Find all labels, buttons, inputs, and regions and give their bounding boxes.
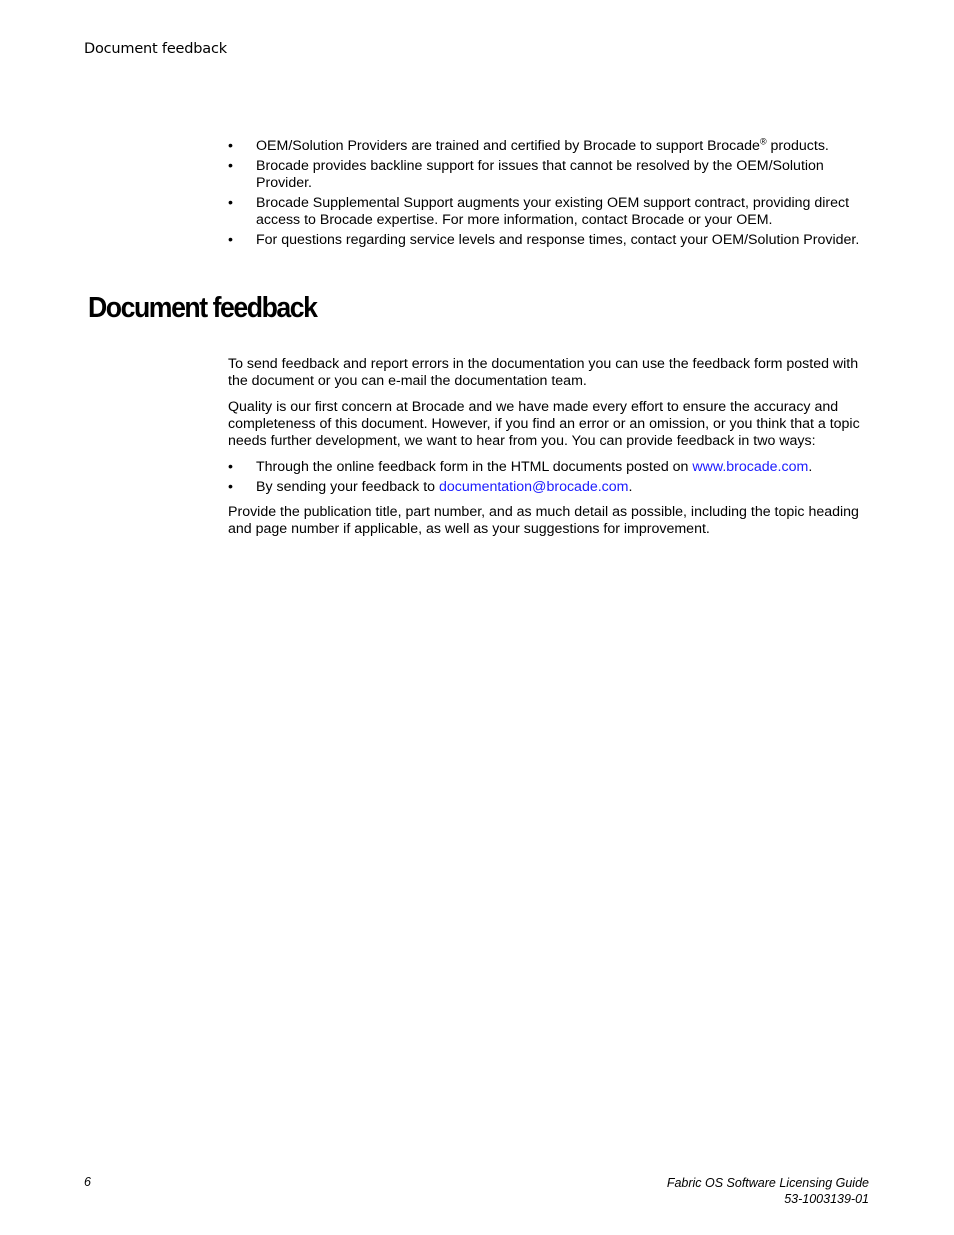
bullet-glyph: • xyxy=(228,158,233,174)
list-item xyxy=(228,158,868,192)
footer-doc-title: Fabric OS Software Licensing Guide xyxy=(666,1176,869,1190)
list-item xyxy=(228,195,868,229)
bullet-glyph: • xyxy=(228,459,233,475)
paragraph-quality: Quality is our first concern at Brocade and we have made every effort to ensure the accuracy and completeness of this document. However, if you find an error or an omission, or you think that a topic needs further development, we want to hear from you. You can provide feedback in two ways: xyxy=(228,399,860,449)
support-bullet-list xyxy=(228,138,868,252)
list-item xyxy=(228,459,868,476)
bullet-glyph: • xyxy=(228,232,233,248)
list-item xyxy=(228,479,868,496)
bullet-text: Through the online feedback form in the HTML documents posted on xyxy=(256,459,693,475)
bullet-glyph: • xyxy=(228,195,233,211)
bullet-text: Brocade Supplemental Support augments your existing OEM support contract, providing direct access to Brocade expertise. For more information, contact Brocade or your OEM. xyxy=(256,195,850,228)
paragraph-intro: To send feedback and report errors in the documentation you can use the feedback form posted with the document or you can e-mail the documentation team. xyxy=(228,356,859,389)
footer-doc-info xyxy=(667,1175,869,1207)
bullet-text-tail: . xyxy=(628,479,633,495)
bullet-text: For questions regarding service levels and response times, contact your OEM/Solution Provider. xyxy=(256,232,860,248)
running-header: Document feedback xyxy=(84,41,227,57)
list-item xyxy=(228,232,868,249)
section-heading: Document feedback xyxy=(88,292,317,324)
email-link[interactable]: documentation@brocade.com xyxy=(438,479,629,495)
registered-mark: ® xyxy=(759,136,767,147)
list-item xyxy=(228,138,868,155)
bullet-text-tail: products. xyxy=(766,138,829,154)
website-link[interactable]: www.brocade.com xyxy=(692,459,809,475)
bullet-text: Brocade provides backline support for issues that cannot be resolved by the OEM/Solution Provider. xyxy=(256,158,824,191)
bullet-glyph: • xyxy=(228,479,233,495)
footer-doc-number: 53-1003139-01 xyxy=(784,1192,869,1206)
page-number: 6 xyxy=(84,1175,91,1189)
bullet-text: By sending your feedback to xyxy=(256,479,439,495)
bullet-glyph: • xyxy=(228,138,233,154)
feedback-bullet-list xyxy=(228,459,868,499)
bullet-text: OEM/Solution Providers are trained and certified by Brocade to support Brocade xyxy=(256,138,760,154)
bullet-text-tail: . xyxy=(808,459,813,475)
paragraph-details: Provide the publication title, part number, and as much detail as possible, including the topic heading and page number if applicable, as well as your suggestions for improvement. xyxy=(228,504,859,537)
